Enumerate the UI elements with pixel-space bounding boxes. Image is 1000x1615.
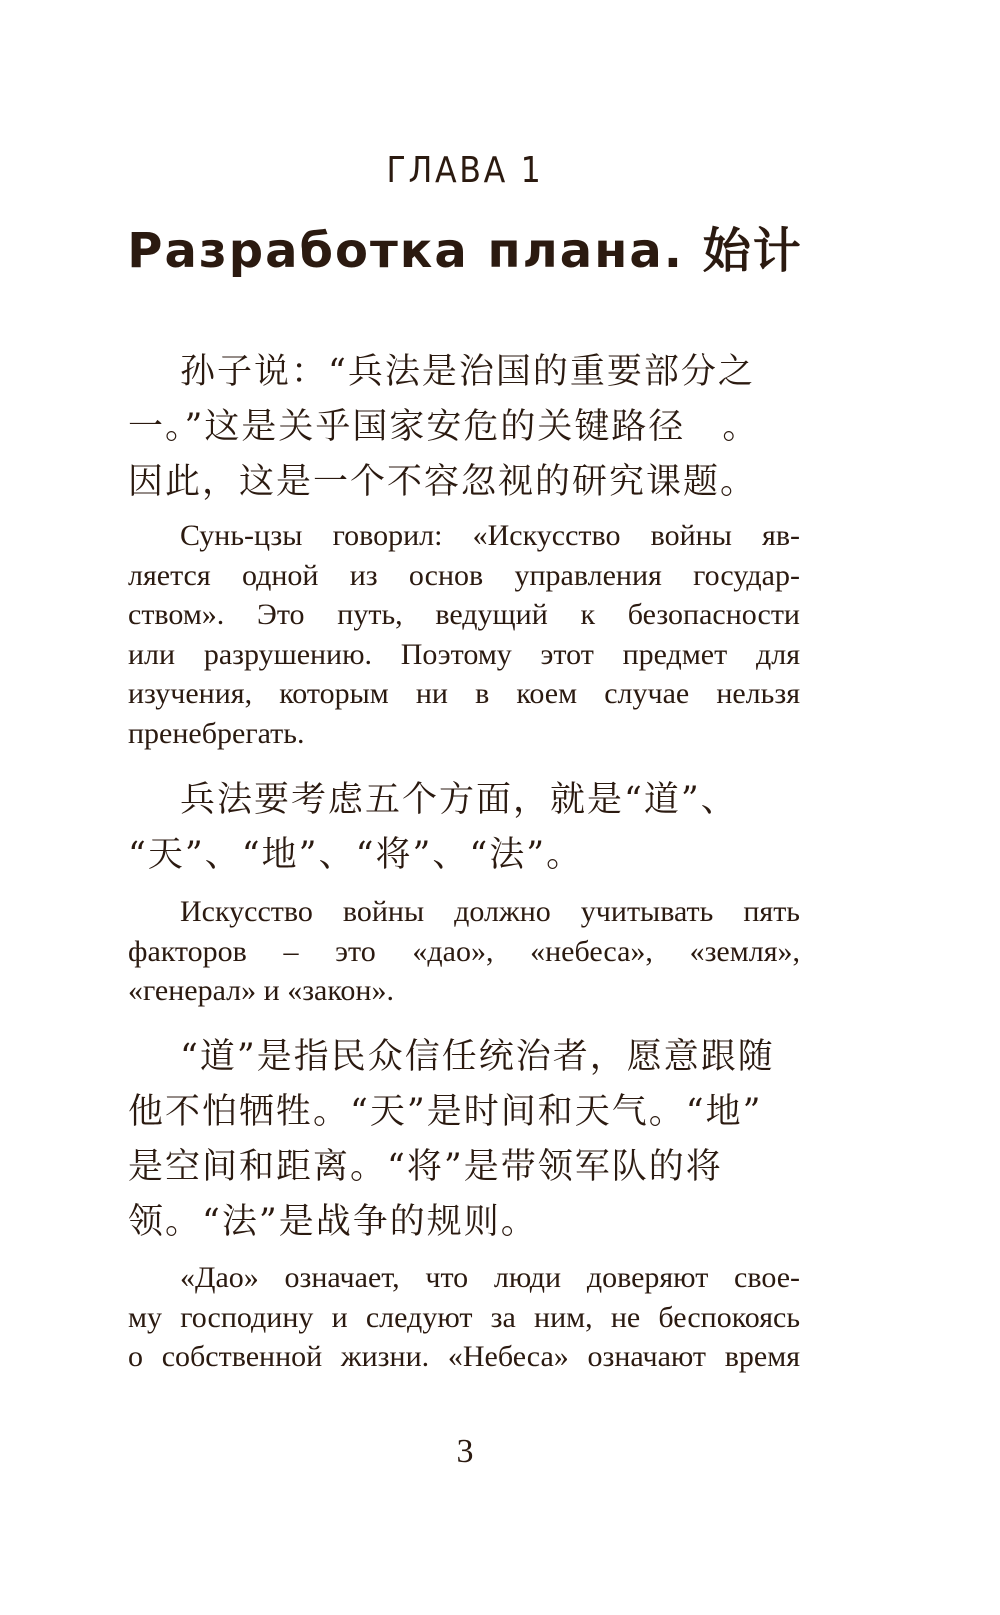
paragraph-zh-2 (128, 773, 800, 883)
text-line: «генерал» и «закон». (128, 974, 394, 1007)
text-line: ством». Это путь, ведущий к безопасности (128, 598, 800, 631)
text-line: 一。”这是关乎国家安危的关键路径 。 (128, 407, 760, 447)
text-line: Искусство войны должно учитывать пять (180, 895, 800, 928)
text-line: пренебрегать. (128, 716, 305, 750)
text-line: му господину и следуют за ним, не беспокоясь (128, 1300, 800, 1334)
paragraph-ru-1 (128, 516, 800, 753)
page-number: 3 (456, 1433, 474, 1470)
text-line: Сунь-цзы говорил: «Искусство войны яв- (180, 519, 800, 552)
text-line: “道”是指民众信任统治者，愿意跟随 (180, 1037, 775, 1077)
text-line: изучения, которым ни в коем случае нельзя (128, 677, 800, 710)
text-line: 因此，这是一个不容忽视的研究课题。 (128, 462, 758, 502)
text-line: 是空间和距离。“将”是带领军队的将 (128, 1147, 723, 1187)
text-line: 兵法要考虑五个方面，就是“道”、 (180, 780, 738, 820)
paragraph-zh-1 (128, 345, 800, 510)
text-line: “天”、“地”、“将”、“法”。 (128, 835, 584, 875)
text-line: 他不怕牺牲。“天”是时间和天气。“地” (128, 1092, 763, 1132)
text-line: 领。“法”是战争的规则。 (128, 1202, 538, 1242)
text-line: или разрушению. Поэтому этот предмет для (128, 637, 800, 671)
text-line: факторов – это «дао», «небеса», «земля», (128, 934, 800, 968)
text-line: о собственной жизни. «Небеса» означают время (128, 1340, 800, 1373)
paragraph-ru-2 (128, 892, 800, 1011)
text-line: ляется одной из основ управления государ- (128, 558, 800, 592)
chapter-title: Разработка плана. 始计 (127, 223, 803, 279)
paragraph-zh-3 (128, 1030, 800, 1250)
text-line: 孙子说：“兵法是治国的重要部分之 (180, 352, 755, 392)
text-line: «Дао» означает, что люди доверяют свое- (180, 1261, 800, 1294)
chapter-label: ГЛАВА 1 (386, 150, 544, 191)
paragraph-ru-3 (128, 1258, 800, 1377)
